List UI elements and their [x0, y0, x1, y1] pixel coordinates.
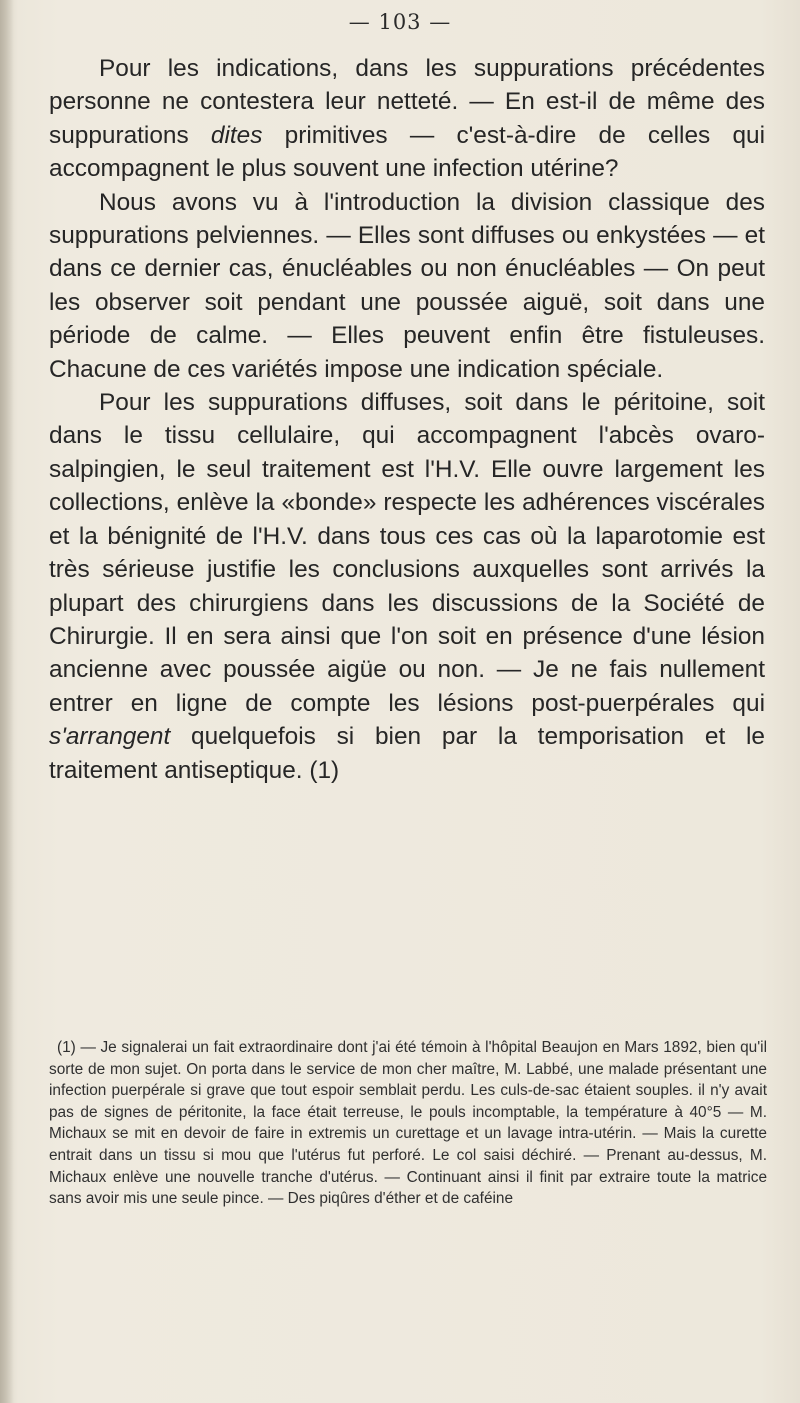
paragraph-1-emphasis: dites	[210, 121, 263, 149]
paragraph-1-text-a: Pour les indications, dans les suppurations précédentes personne ne contestera leur netteté. — En est-il de même des suppurations	[49, 55, 765, 149]
paragraph-3-emphasis: s'arrangent	[49, 723, 171, 751]
binding-shadow	[0, 0, 14, 1403]
paragraph-2: Nous avons vu à l'introduction la division classique des suppurations pelviennes. — Elles sont diffuses ou enkystées — et dans ce dernier cas, énucléables ou non énucléables — On peut les observer soit pendant une poussée aiguë, soit dans une période de calme. — Elles peuvent enfin être fistuleuses. Chacune de ces variétés impose une indication spéciale.	[49, 188, 765, 383]
footnote: (1) — Je signalerai un fait extraordinaire dont j'ai été témoin à l'hôpital Beaujon en Mars 1892, bien qu'il sorte de mon sujet. On porta dans le service de mon cher maître, M. Labbé, une malade présentant une infection puerpérale si grave que tout espoir semblait perdu. Les culs-de-sac étaient souples. il n'y avait pas de signes de péritonite, la face était terreuse, le pouls incomptable, la température à 40°5 — M. Michaux se mit en devoir de faire in extremis un curettage et un lavage intra-utérin. — Mais la curette entrait dans un tissu si mou que l'utérus fut perforé. Le col saisi déchiré. — Prenant au-dessus, M. Michaux enlève une nouvelle tranche d'utérus. — Continuant ainsi il finit par extraire toute la matrice sans avoir mis une seule pince. — Des piqûres d'éther et de caféine	[49, 1039, 767, 1208]
paragraph-1-text-b: primitives — c'est-à-dire de celles qui accompagnent le plus souvent une infection utérine?	[49, 121, 765, 183]
paragraph-3	[49, 386, 765, 787]
paragraph-3-text-a: Pour les suppurations diffuses, soit dans le péritoine, soit dans le tissu cellulaire, qui accompagnent l'abcès ovaro-salpingien, le seul traitement est l'H.V. Elle ouvre largement les collections, enlève la «bonde» respecte les adhérences viscérales et la bénignité de l'H.V. dans tous ces cas où la laparotomie est très sérieuse justifie les conclusions auxquelles sont arrivés la plupart des chirurgiens dans les discussions de la Société de Chirurgie. Il en sera ainsi que l'on soit en présence d'une lésion ancienne avec poussée aigüe ou non. — Je ne fais nullement entrer en ligne de compte les lésions post-puerpérales qui	[49, 389, 765, 717]
paragraph-1	[49, 52, 765, 186]
body-text	[49, 52, 765, 787]
paragraph-3-text-b: quelquefois si bien par la temporisation et le traitement antiseptique. (1)	[49, 723, 765, 784]
page-number: — 103 —	[348, 10, 452, 34]
